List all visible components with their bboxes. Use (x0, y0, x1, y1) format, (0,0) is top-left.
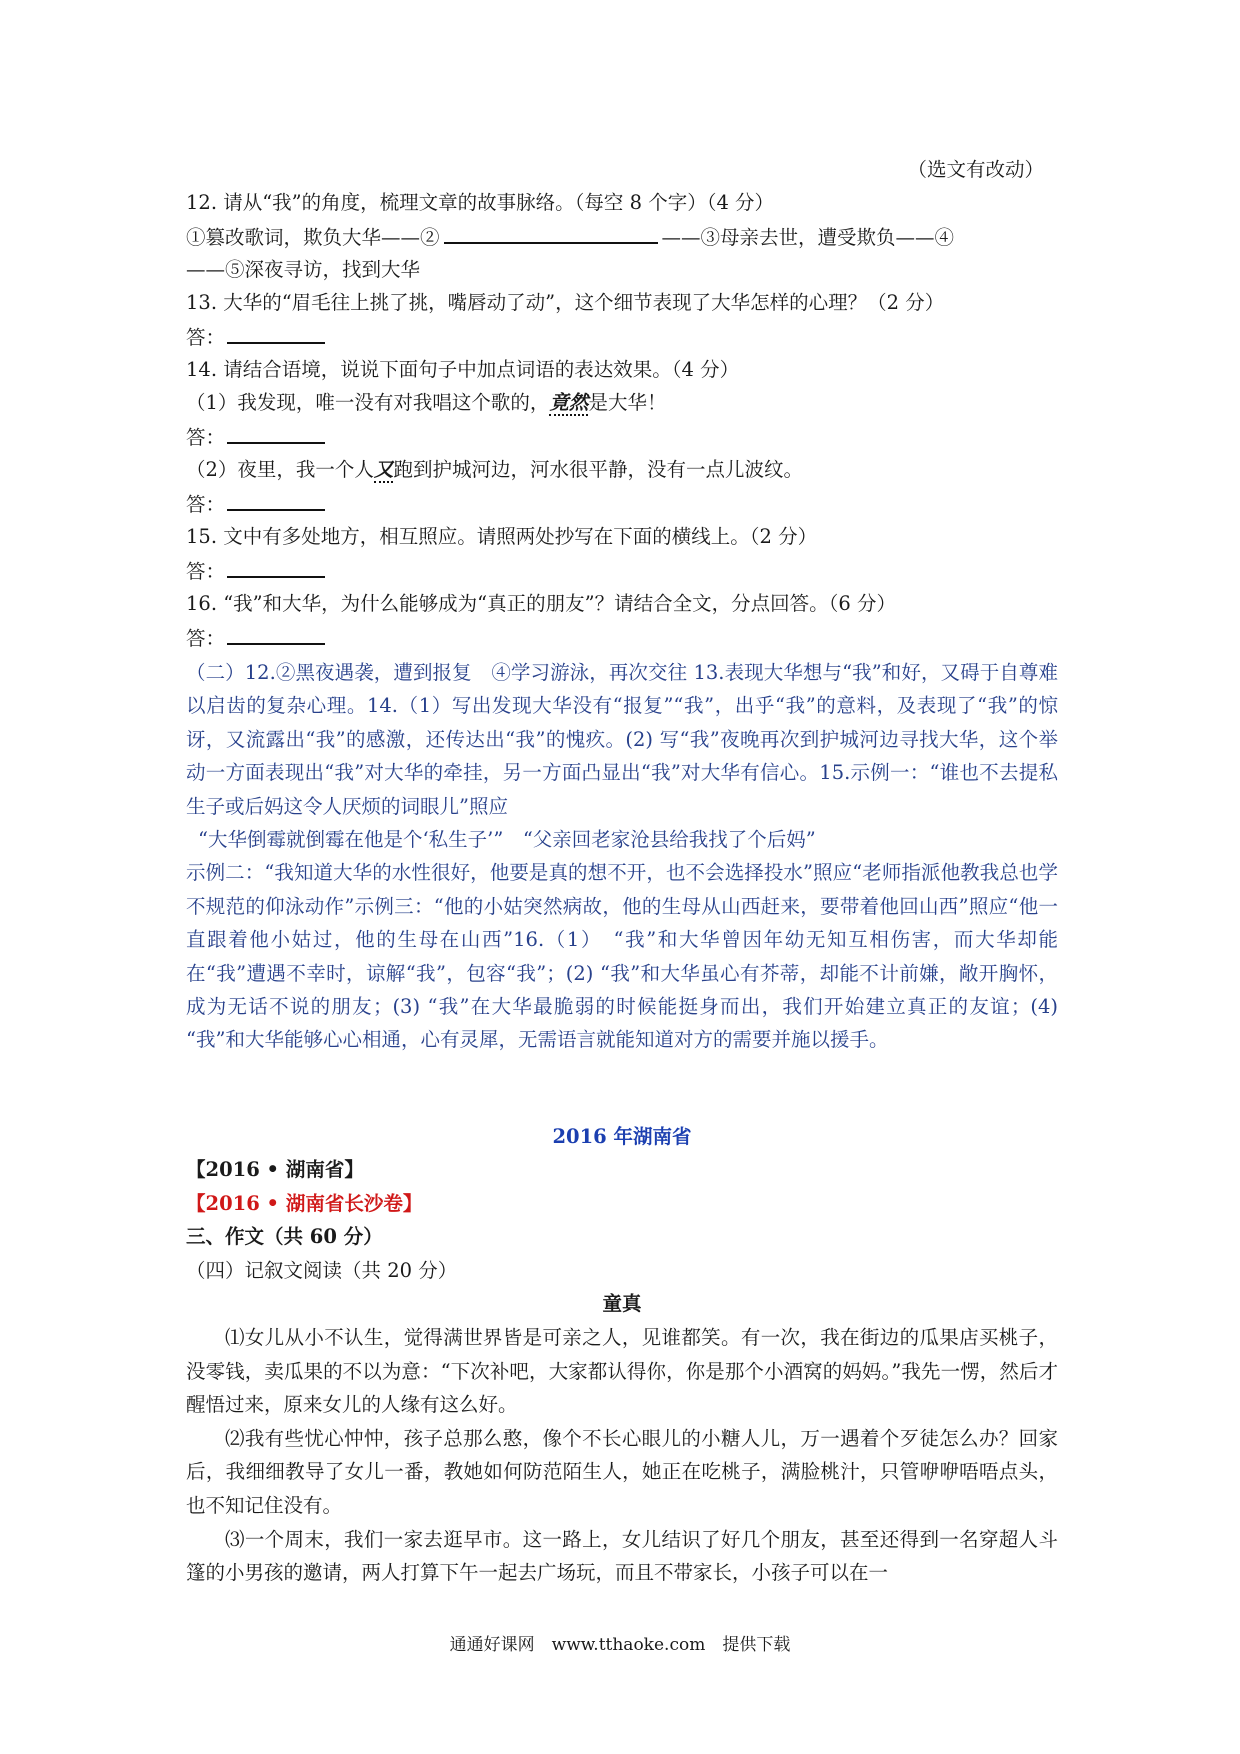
essay-paragraph: ⑵我有些忧心忡忡，孩子总那么憨，像个不长心眼儿的小糖人儿，万一遇着个歹徒怎么办？回家后，我细细教导了女儿一番，教她如何防范陌生人，她正在吃桃子，满脸桃汁，只管咿咿唔唔点头，也不知记住没有。 (186, 1426, 1058, 1517)
answer-blank[interactable] (227, 621, 325, 645)
answer-blank[interactable] (227, 487, 325, 511)
question-12-line2: ——⑤深夜寻访，找到大华 (186, 258, 421, 281)
question-12: 12. 请从“我”的角度，梳理文章的故事脉络。（每空 8 个字）（4 分） (186, 191, 775, 214)
s2-after: 跑到护城河边，河水很平静，没有一点儿波纹。 (393, 458, 803, 481)
question-13-answer (186, 320, 1066, 354)
source-note: （选文有改动） (907, 158, 1044, 181)
dotted-word: 又 (373, 458, 394, 481)
question-14: 14. 请结合语境，说说下面句子中加点词语的表达效果。（4 分） (186, 358, 740, 381)
region-tag: 【2016 • 湖南省】 (186, 1158, 364, 1181)
question-13: 13. 大华的“眉毛往上挑了挑，嘴唇动了动”，这个细节表现了大华怎样的心理？（2 分） (186, 291, 945, 314)
part-title: 三、作文（共 60 分） (186, 1225, 383, 1248)
question-15: 15. 文中有多处地方，相互照应。请照两处抄写在下面的横线上。（2 分） (186, 525, 818, 548)
page-footer: 通通好课网 www.tthaoke.com 提供下载 (449, 1635, 791, 1655)
essay-paragraph: ⑶一个周末，我们一家去逛早市。这一路上，女儿结识了好几个朋友，甚至还得到一名穿超人斗篷的小男孩的邀请，两人打算下午一起去广场玩，而且不带家长，小孩子可以在一 (186, 1527, 1058, 1585)
question-14-sentence-2 (186, 453, 1066, 486)
subpart-title: （四）记叙文阅读（共 20 分） (186, 1259, 458, 1282)
dotted-word: 竟然 (549, 391, 589, 414)
answer-key (186, 656, 1058, 1057)
answer-label: 答： (186, 560, 226, 583)
question-15-answer (186, 554, 1066, 588)
question-14-answer-1 (186, 420, 1066, 454)
essay-paragraph: ⑴女儿从小不认生，觉得满世界皆是可亲之人，见谁都笑。有一次，我在街边的瓜果店买桃子，没零钱，卖瓜果的不以为意：“下次补吧，大家都认得你，你是那个小酒窝的妈妈。”我先一愣，然后才醒悟过来，原来女儿的人缘有这么好。 (186, 1326, 1058, 1417)
essay-body (186, 1321, 1058, 1590)
answer-blank[interactable] (227, 320, 325, 344)
answer-label: 答： (186, 493, 226, 516)
question-16: 16. “我”和大华，为什么能够成为“真正的朋友”？请结合全文，分点回答。（6 分） (186, 592, 896, 615)
s1-after: 是大华！ (588, 391, 667, 414)
s2-before: （2）夜里，我一个人 (186, 458, 374, 481)
answer-key-paragraph: “大华倒霉就倒霉在他是个‘私生子’” “父亲回老家沧县给我找了个后妈” (198, 828, 816, 852)
answer-key-paragraph: 示例二：“我知道大华的水性很好，他要是真的想不开，也不会选择投水”照应“老师指派他教我总也学不规范的仰泳动作”示例三：“他的小姑突然病故，他的生母从山西赶来，要带着他回山西”照应“他一直跟着他小姑过，他的生母在山西”16.（1） “我”和大华曾因年幼无知互相伤害，而大华却能在“我”遭遇不幸时，谅解“我”，包容“我”；(2) “我”和大华虽心有芥蒂，却能不计前嫌，敞开胸怀，成为无话不说的朋友；(3) “我”在大华最脆弱的时候能挺身而出，我们开始建立真正的友谊；(4) “我”和大华能够心心相通，心有灵犀，无需语言就能知道对方的需要并施以援手。 (186, 861, 1058, 1052)
q12-line1-part-b: ——③母亲去世，遭受欺负——④ (661, 226, 955, 249)
essay-title: 童真 (602, 1292, 642, 1315)
question-12-line1 (186, 220, 1066, 254)
q12-line1-part-a: ①篡改歌词，欺负大华——② (186, 226, 440, 249)
s1-before: （1）我发现，唯一没有对我唱这个歌的， (186, 391, 550, 414)
section-heading: 2016 年湖南省 (552, 1125, 692, 1148)
answer-label: 答： (186, 326, 226, 349)
answer-label: 答： (186, 426, 226, 449)
answer-label: 答： (186, 627, 226, 650)
question-16-answer (186, 621, 1066, 655)
q12-answer-blank[interactable] (444, 220, 658, 244)
answer-blank[interactable] (227, 554, 325, 578)
answer-key-paragraph: （二）12.②黑夜遇袭，遭到报复 ④学习游泳，再次交往 13.表现大华想与“我”和好，又碍于自尊难以启齿的复杂心理。14.（1）写出发现大华没有“报复”“我”，出乎“我”的意料，及表现了“我”的惊讶，又流露出“我”的感激，还传达出“我”的愧疚。(2) 写“我”夜晚再次到护城河边寻找大华，这个举动一方面表现出“我”对大华的牵挂，另一方面凸显出“我”对大华有信心。15.示例一：“谁也不去提私生子或后妈这令人厌烦的词眼儿”照应 (186, 661, 1058, 818)
question-14-sentence-1 (186, 386, 1066, 419)
answer-blank[interactable] (227, 420, 325, 444)
question-14-answer-2 (186, 487, 1066, 521)
region-city-tag: 【2016 • 湖南省长沙卷】 (186, 1192, 423, 1215)
